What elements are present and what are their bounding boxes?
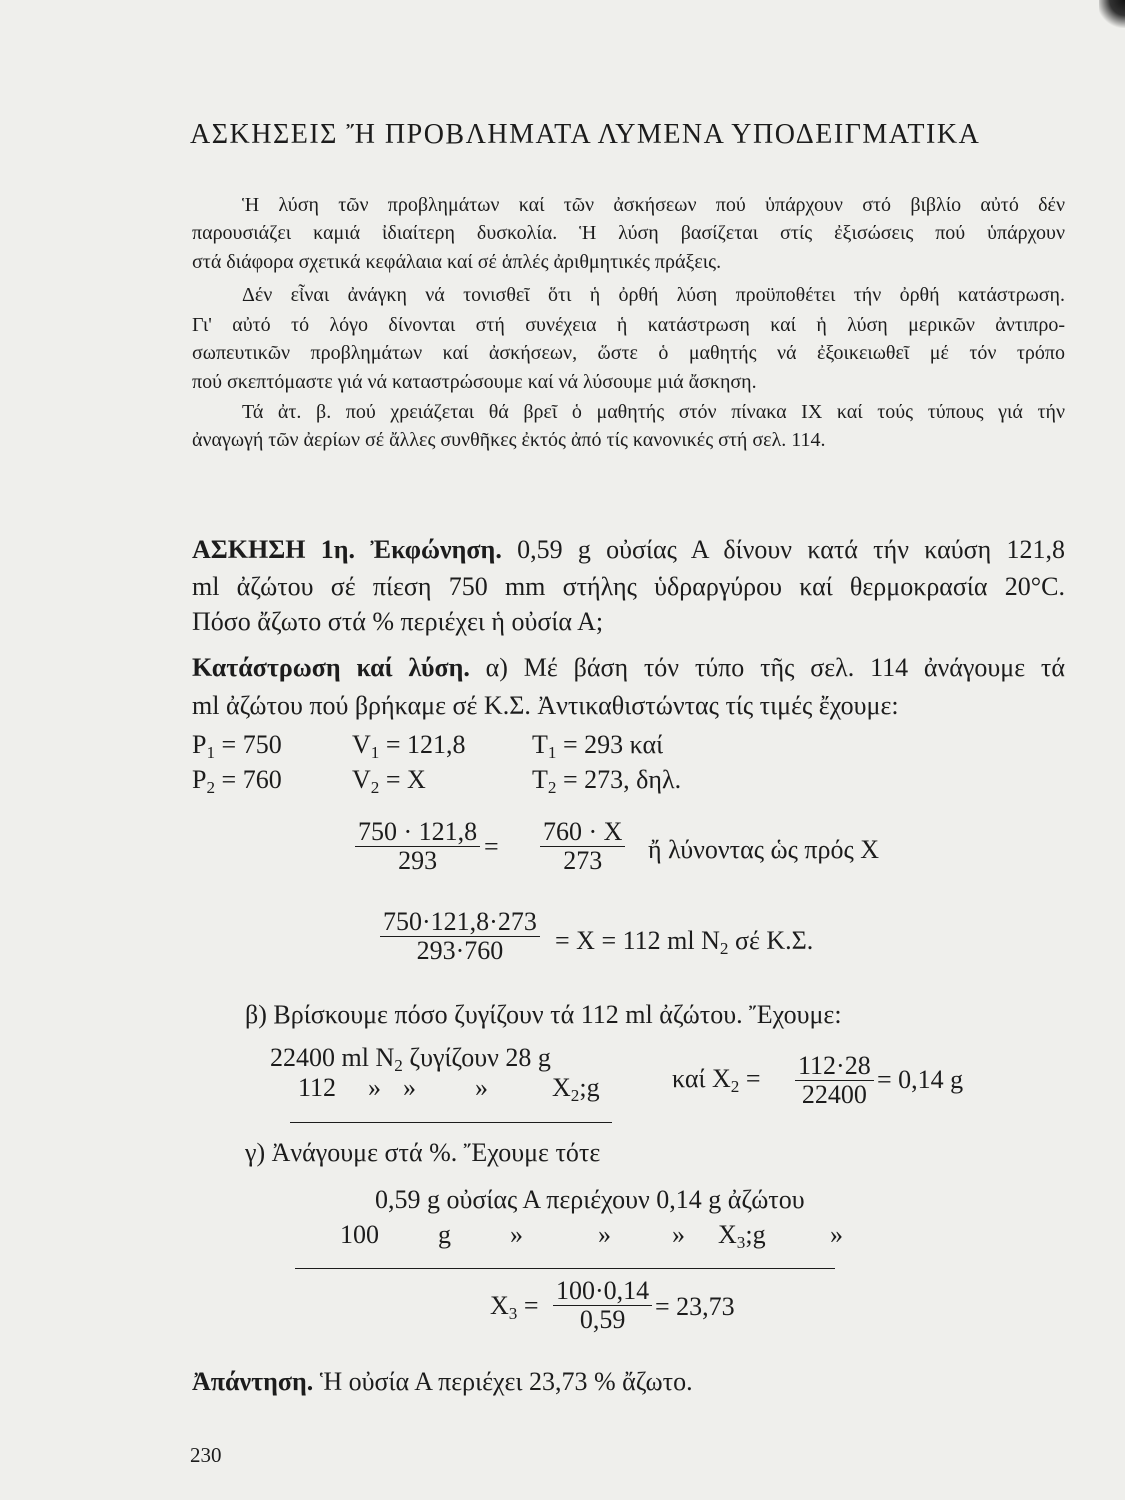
intro-line: παρουσιάζει καμιά ἰδιαίτερη δυσκολία. Ἡ λύση βασίζεται στίς ἐξισώσεις πού ὑπάρχουν [192,222,1065,244]
var-symbol: V [352,765,371,794]
calc-symbol: X [490,1291,509,1320]
result-subscript: 2 [719,938,729,958]
unknown-unit: ;g [579,1073,600,1102]
unknown-symbol: X [552,1073,571,1102]
step-c-row1: 0,59 g οὐσίας Α περιέχουν 0,14 g ἀζώτου [375,1185,805,1214]
fraction-numerator: 750·121,8·273 [380,908,540,937]
row-text: 22400 ml N [270,1043,395,1072]
ditto-mark: » [368,1073,381,1102]
step-b-calc-lhs [672,1061,761,1097]
page-number: 230 [190,1443,222,1467]
fraction-denominator: 0,59 [579,1305,626,1334]
equals-sign: = [484,832,499,861]
equation-note: ἤ λύνοντας ὡς πρός X [648,835,880,864]
rule-line [295,1268,835,1269]
ditto-mark: » [598,1220,611,1249]
answer-label: Ἀπάντηση. [192,1367,314,1396]
var-p1 [192,727,282,763]
var-subscript: 2 [370,777,380,797]
var-subscript: 1 [206,742,216,762]
calc-text: καί X [672,1064,731,1093]
intro-line: στά διάφορα σχετικά κεφάλαια καί σέ ἁπλές ἀριθμητικές πράξεις. [192,251,722,273]
var-subscript: 1 [370,742,380,762]
ditto-mark: » [403,1073,416,1102]
equation-result [555,923,813,959]
result-text: σέ Κ.Σ. [734,926,814,955]
var-value: = 273, δηλ. [562,765,682,794]
intro-line: πού σκεπτόμαστε γιά νά καταστρώσουμε καί νά λύσουμε μιά ἄσκηση. [192,371,757,393]
result-text: = X = 112 ml N [555,926,720,955]
var-value: = 121,8 [385,730,466,759]
intro-line: Δέν εἶναι ἀνάγκη νά τονισθεῖ ὅτι ἡ ὀρθή λύση προϋποθέτει τήν ὀρθή κατάστρωση. [242,284,1065,306]
fraction-numerator: 100·0,14 [553,1277,652,1306]
var-value: = 760 [221,765,282,794]
scan-edge-shadow [1099,0,1125,28]
var-value: = 750 [221,730,282,759]
fraction-numerator: 750 · 121,8 [355,818,480,847]
unknown-subscript: 3 [736,1232,746,1252]
var-subscript: 2 [547,777,557,797]
ditto-mark: » [830,1220,843,1249]
var-symbol: P [192,765,207,794]
step-b-result: = 0,14 g [877,1065,964,1094]
unknown-symbol: X [718,1220,737,1249]
row-subscript: 2 [394,1055,403,1075]
var-symbol: T [532,730,548,759]
var-v1 [352,727,466,763]
calc-subscript: 2 [730,1076,740,1096]
step-c-row2-qty: 100 [340,1220,379,1249]
answer-text: Ἡ οὐσία Α περιέχει 23,73 % ἄζωτο. [319,1367,693,1396]
step-b-text: β) Βρίσκουμε πόσο ζυγίζουν τά 112 ml ἀζώτου. Ἔχουμε: [245,1000,842,1029]
fraction-denominator: 293·760 [416,936,504,965]
step-c-row2-unit: g [438,1220,451,1249]
fraction-left [355,818,480,875]
solution-line [192,650,1065,686]
step-c-text: γ) Ἀνάγουμε στά %. Ἔχουμε τότε [245,1138,601,1167]
var-t1 [532,727,663,763]
exercise-statement-line: Πόσο ἄζωτο στά % περιέχει ἡ οὐσία Α; [192,607,604,636]
intro-line: Τά ἀτ. β. πού χρειάζεται θά βρεῖ ὁ μαθητής στόν πίνακα IX καί τούς τύπους γιά τήν [242,401,1065,423]
statement-text: 0,59 g οὐσίας Α δίνουν κατά τήν καύση 121,8 [517,535,1066,564]
var-t2 [532,762,681,798]
ditto-mark: » [672,1220,685,1249]
fraction-denominator: 22400 [801,1080,867,1109]
exercise-statement-line [192,532,1065,568]
fraction-numerator: 760 · X [540,818,625,847]
intro-line: ἀναγωγή τῶν ἀερίων σέ ἄλλες συνθῆκες ἐκτός ἀπό τίς κανονικές στή σελ. 114. [192,429,826,451]
intro-line: σωπευτικῶν προβλημάτων καί ἀσκήσεων, ὥστε ὁ μαθητής νά ἐξοικειωθεῖ μέ τόν τρόπο [192,342,1065,364]
ditto-mark: » [510,1220,523,1249]
ditto-mark: » [475,1073,488,1102]
unknown-subscript: 2 [570,1085,580,1105]
var-symbol: P [192,730,207,759]
step-c-calc-lhs [490,1288,539,1324]
var-symbol: V [352,730,371,759]
fraction-mass [795,1052,874,1109]
solution-label: Κατάστρωση καί λύση. [192,653,470,682]
step-b-row2-qty: 112 [298,1073,337,1102]
unknown-unit: ;g [745,1220,766,1249]
exercise-statement-line: ml ἀζώτου σέ πίεση 750 mm στήλης ὑδραργύρου καί θερμοκρασία 20°C. [192,572,1065,601]
var-p2 [192,762,282,798]
step-c-result: = 23,73 [655,1292,735,1321]
fraction-denominator: 293 [398,846,438,875]
var-value: = 293 καί [562,730,664,759]
var-subscript: 2 [206,777,216,797]
fraction-solution [380,908,540,965]
calc-subscript: 3 [508,1303,518,1323]
statement-label: Ἐκφώνηση. [370,535,502,564]
step-b-row2-unknown [552,1070,600,1106]
intro-line: Γι' αὐτό τό λόγο δίνονται στή συνέχεια ἡ κατάστρωση καί ἡ λύση μερικῶν ἀντιπρο- [192,314,1065,336]
step-c-row2-unknown [718,1217,766,1253]
fraction-denominator: 273 [563,846,603,875]
page-title: ΑΣΚΗΣΕΙΣ Ἤ ΠΡΟΒΛΗΜΑΤΑ ΛΥΜΕΝΑ ΥΠΟΔΕΙΓΜΑΤΙΚΑ [190,119,981,150]
fraction-percent [553,1277,652,1334]
exercise-heading: ΑΣΚΗΣΗ 1η. [192,535,355,564]
equals-sign: = [523,1291,539,1320]
var-v2 [352,762,426,798]
fraction-numerator: 112·28 [795,1052,874,1081]
solution-line: ml ἀζώτου πού βρήκαμε σέ Κ.Σ. Ἀντικαθιστώντας τίς τιμές ἔχουμε: [192,691,899,720]
rule-line [290,1122,612,1123]
answer-line [192,1364,693,1400]
solution-text: α) Μέ βάση τόν τύπο τῆς σελ. 114 ἀνάγουμε τά [485,653,1066,682]
fraction-right [540,818,625,875]
row-text: ζυγίζουν 28 g [409,1043,551,1072]
intro-line: Ἡ λύση τῶν προβλημάτων καί τῶν ἀσκήσεων πού ὑπάρχουν στό βιβλίο αὐτό δέν [242,194,1065,216]
var-subscript: 1 [547,742,557,762]
equals-sign: = [745,1064,761,1093]
var-value: = X [385,765,426,794]
var-symbol: T [532,765,548,794]
